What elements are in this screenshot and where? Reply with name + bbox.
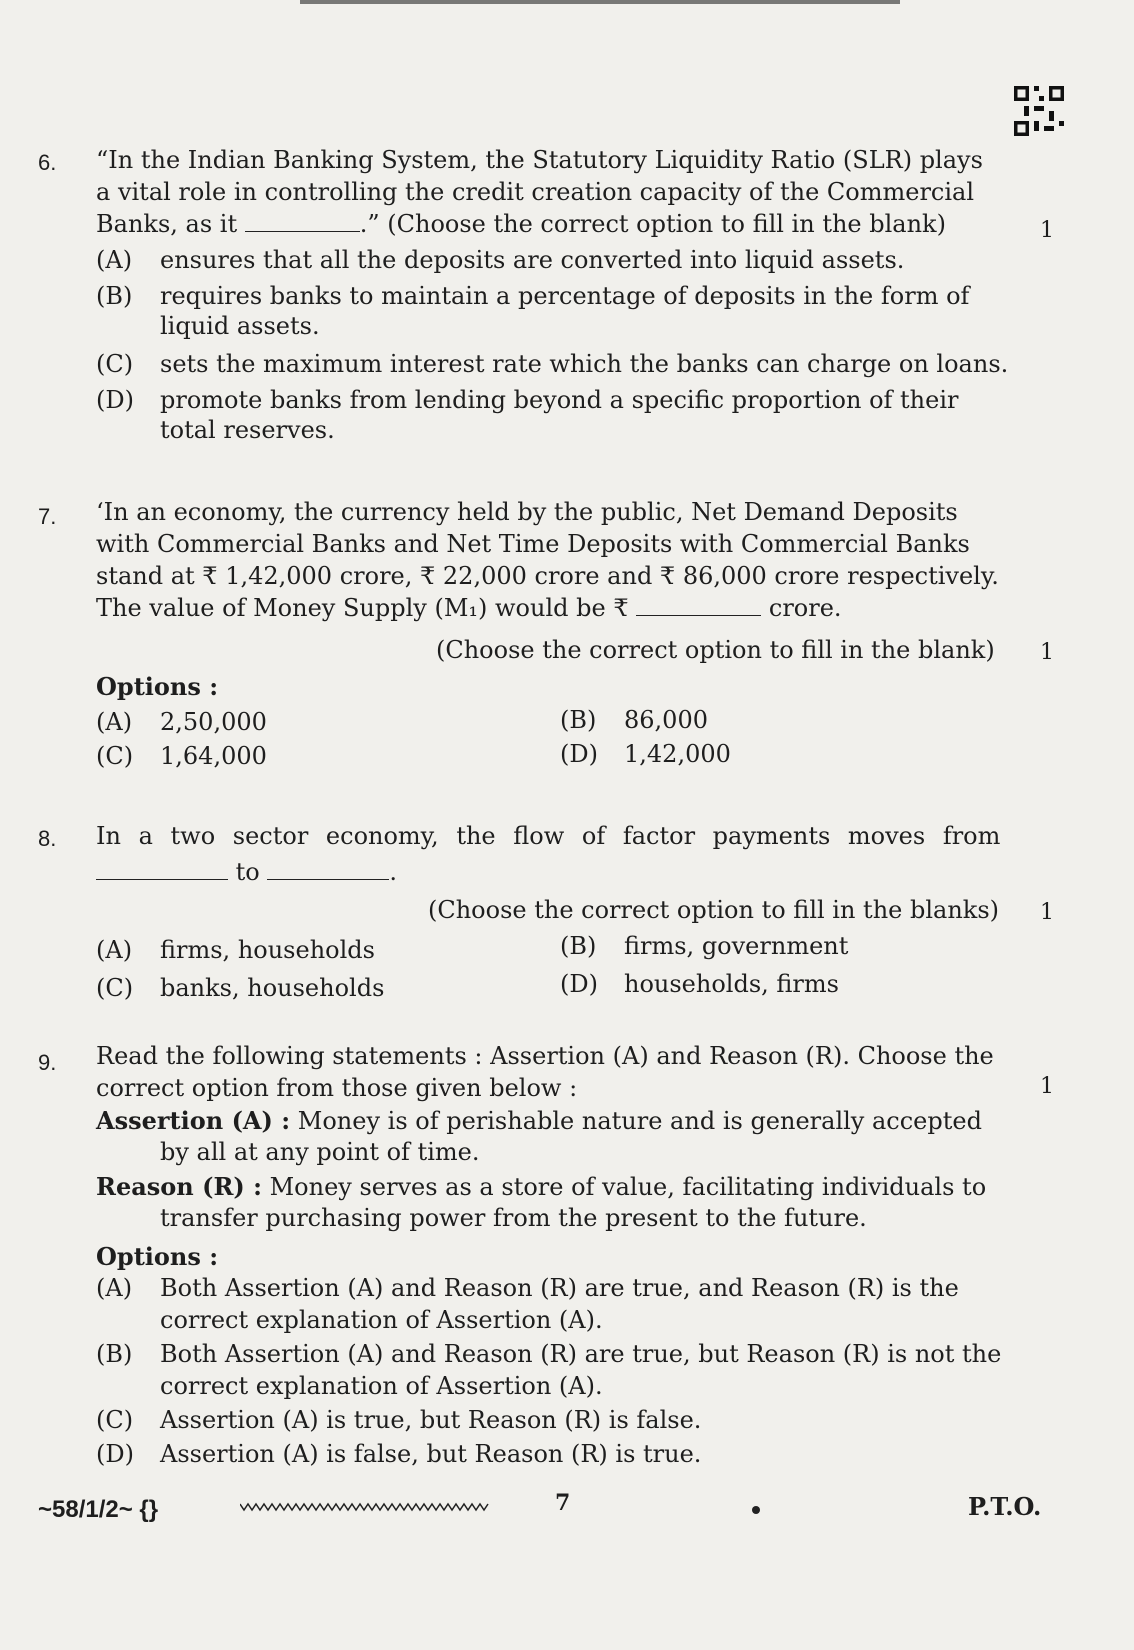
q6-line-1: “In the Indian Banking System, the Statutory Liquidity Ratio (SLR) plays bbox=[96, 146, 983, 174]
q6-blank bbox=[245, 230, 360, 232]
q6-line-3-b: .” (Choose the correct option to fill in the blank) bbox=[359, 210, 946, 238]
qr-code-icon bbox=[1014, 86, 1064, 136]
q6-option-d-cont: total reserves. bbox=[160, 416, 335, 444]
pto-label: P.T.O. bbox=[968, 1492, 1042, 1521]
q7-line-4-a: The value of Money Supply (M₁) would be ₹ bbox=[96, 594, 629, 622]
q8-option-c: (C) banks, households bbox=[96, 974, 385, 1002]
q9-line-2: correct option from those given below : bbox=[96, 1074, 578, 1102]
page-number: 7 bbox=[555, 1490, 571, 1516]
q8-number: 8. bbox=[38, 826, 57, 851]
q7-line-3: stand at ₹ 1,42,000 crore, ₹ 22,000 crore and ₹ 86,000 crore respectively. bbox=[96, 562, 999, 590]
q8-option-b: (B) firms, government bbox=[560, 932, 849, 960]
top-edge-line bbox=[300, 0, 900, 4]
q7-blank bbox=[636, 614, 761, 616]
q7-option-d: (D) 1,42,000 bbox=[560, 740, 731, 768]
q6-line-2: a vital role in controlling the credit creation capacity of the Commercial bbox=[96, 178, 975, 206]
q6-option-d: (D) promote banks from lending beyond a specific proportion of their bbox=[96, 386, 959, 414]
q7-option-c: (C) 1,64,000 bbox=[96, 742, 267, 770]
q7-line-4 bbox=[96, 594, 842, 622]
q8-option-a: (A) firms, households bbox=[96, 936, 375, 964]
q7-instruction: (Choose the correct option to fill in the blank) bbox=[436, 636, 995, 664]
q7-option-b: (B) 86,000 bbox=[560, 706, 708, 734]
q9-reason-cont: transfer purchasing power from the present to the future. bbox=[160, 1204, 867, 1232]
q8-line-2-end: . bbox=[389, 858, 398, 886]
q9-option-a: (A) Both Assertion (A) and Reason (R) are true, and Reason (R) is the bbox=[96, 1274, 959, 1302]
q8-line-2 bbox=[96, 858, 397, 886]
paper-code: ~58/1/2~ {} bbox=[38, 1496, 159, 1523]
q6-option-b: (B) requires banks to maintain a percentage of deposits in the form of bbox=[96, 282, 970, 310]
q6-line-3 bbox=[96, 210, 946, 238]
bullet-dot bbox=[752, 1506, 760, 1514]
q9-option-d: (D) Assertion (A) is false, but Reason (R) is true. bbox=[96, 1440, 702, 1468]
q9-option-a-cont: correct explanation of Assertion (A). bbox=[160, 1306, 603, 1334]
q9-option-b: (B) Both Assertion (A) and Reason (R) are true, but Reason (R) is not the bbox=[96, 1340, 1002, 1368]
q7-options-heading: Options : bbox=[96, 672, 219, 701]
q8-blank-2 bbox=[267, 878, 389, 880]
wavy-line-decoration bbox=[240, 1500, 490, 1514]
q7-line-2: with Commercial Banks and Net Time Deposits with Commercial Banks bbox=[96, 530, 970, 558]
q8-line-1: In a two sector economy, the flow of factor payments moves from bbox=[96, 822, 1001, 850]
q7-marks: 1 bbox=[1040, 640, 1054, 665]
q9-number: 9. bbox=[38, 1050, 57, 1075]
q9-marks: 1 bbox=[1040, 1074, 1054, 1099]
q8-instruction: (Choose the correct option to fill in the blanks) bbox=[428, 896, 1000, 924]
q9-option-c: (C) Assertion (A) is true, but Reason (R) is false. bbox=[96, 1406, 702, 1434]
q9-assertion-label: Assertion (A) : bbox=[96, 1106, 291, 1135]
q7-line-4-b: crore. bbox=[768, 594, 842, 622]
q8-blank-1 bbox=[96, 878, 228, 880]
q9-reason-text: Money serves as a store of value, facilitating individuals to bbox=[269, 1173, 987, 1201]
q6-option-c: (C) sets the maximum interest rate which the banks can charge on loans. bbox=[96, 350, 1009, 378]
q7-line-1: ‘In an economy, the currency held by the public, Net Demand Deposits bbox=[96, 498, 958, 526]
q6-line-3-a: Banks, as it bbox=[96, 210, 238, 238]
q7-number: 7. bbox=[38, 504, 57, 529]
q8-marks: 1 bbox=[1040, 900, 1054, 925]
q6-option-a: (A) ensures that all the deposits are converted into liquid assets. bbox=[96, 246, 905, 274]
q9-reason-label: Reason (R) : bbox=[96, 1172, 262, 1201]
q9-line-1: Read the following statements : Assertion (A) and Reason (R). Choose the bbox=[96, 1042, 994, 1070]
q9-options-heading: Options : bbox=[96, 1242, 219, 1271]
q8-option-d: (D) households, firms bbox=[560, 970, 839, 998]
q8-line-2-to: to bbox=[235, 858, 260, 886]
q9-assertion-text: Money is of perishable nature and is generally accepted bbox=[297, 1107, 982, 1135]
q9-option-b-cont: correct explanation of Assertion (A). bbox=[160, 1372, 603, 1400]
q7-option-a: (A) 2,50,000 bbox=[96, 708, 267, 736]
q9-reason bbox=[96, 1172, 986, 1201]
q6-number: 6. bbox=[38, 150, 57, 175]
q6-option-b-cont: liquid assets. bbox=[160, 312, 320, 340]
q6-marks: 1 bbox=[1040, 218, 1054, 243]
q9-assertion-cont: by all at any point of time. bbox=[160, 1138, 480, 1166]
q9-assertion bbox=[96, 1106, 982, 1135]
